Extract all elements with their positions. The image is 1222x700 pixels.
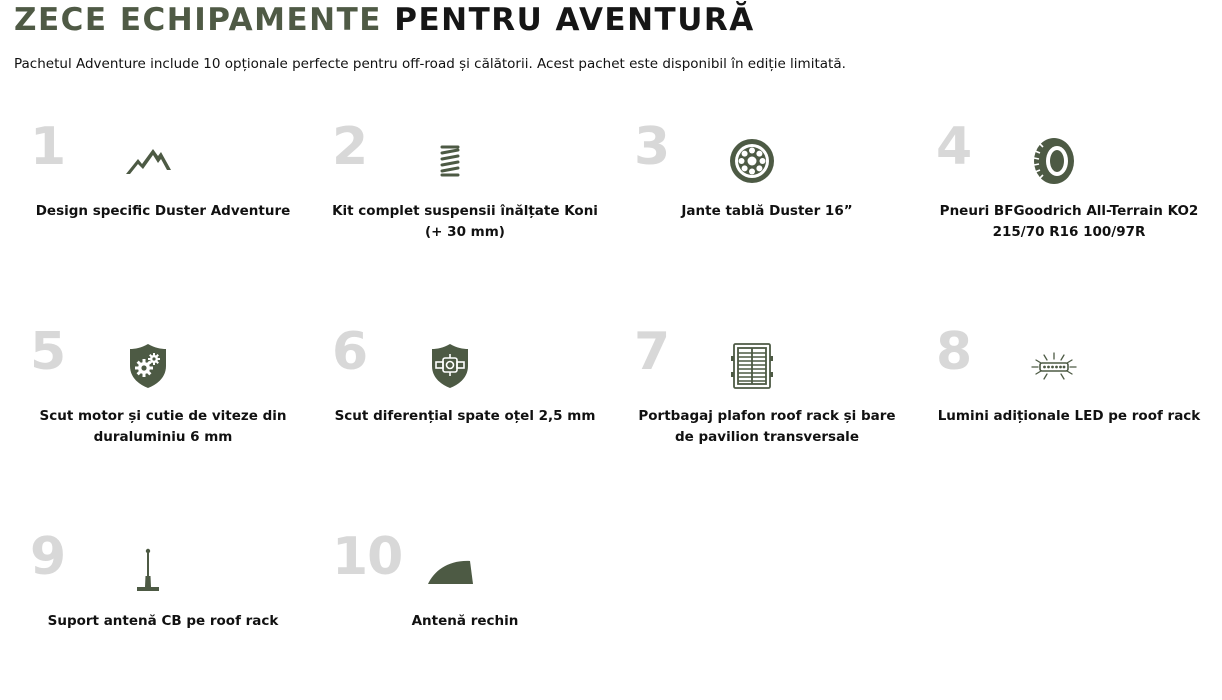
feature-number: 1 — [30, 117, 66, 177]
feature-number: 10 — [332, 527, 403, 587]
feature-item-1 — [14, 117, 316, 317]
feature-item-8 — [920, 322, 1222, 522]
page-title-rest: PENTRU AVENTURĂ — [394, 2, 755, 38]
engine-shield-icon — [124, 342, 172, 390]
feature-number: 5 — [30, 322, 66, 382]
feature-item-3 — [618, 117, 920, 317]
feature-label: Design specific Duster Adventure — [35, 203, 291, 219]
feature-number: 9 — [30, 527, 66, 587]
feature-label: Suport antenă CB pe roof rack — [47, 613, 279, 629]
feature-number: 7 — [634, 322, 670, 382]
intro-text: Pachetul Adventure include 10 opționale perfecte pentru off-road și călătorii. Acest pachet este disponibil în ediție limitată. — [14, 56, 846, 72]
feature-item-10 — [316, 527, 618, 700]
mountain-icon — [124, 137, 172, 185]
feature-number: 3 — [634, 117, 670, 177]
feature-item-9 — [14, 527, 316, 700]
feature-item-5 — [14, 322, 316, 522]
feature-label: Portbagaj plafon roof rack și bare de pavilion transversale — [638, 408, 896, 445]
feature-number: 8 — [936, 322, 972, 382]
feature-label: Scut diferențial spate oțel 2,5 mm — [334, 408, 596, 424]
feature-item-2 — [316, 117, 618, 317]
feature-label: Kit complet suspensii înălțate Koni (+ 30 mm) — [332, 203, 598, 240]
feature-label: Antenă rechin — [411, 613, 519, 629]
feature-label: Jante tablă Duster 16” — [681, 203, 853, 219]
steel-wheel-icon — [728, 137, 776, 185]
shark-fin-antenna-icon — [426, 547, 474, 595]
differential-shield-icon — [426, 342, 474, 390]
feature-label: Lumini adiționale LED pe roof rack — [937, 408, 1201, 424]
page-title-accent: ZECE ECHIPAMENTE — [14, 2, 382, 38]
cb-antenna-icon — [124, 547, 172, 595]
feature-item-6 — [316, 322, 618, 522]
feature-item-4 — [920, 117, 1222, 317]
feature-number: 6 — [332, 322, 368, 382]
feature-label: Pneuri BFGoodrich All-Terrain KO2 215/70 R16 100/97R — [939, 203, 1199, 240]
feature-number: 2 — [332, 117, 368, 177]
tire-icon — [1030, 137, 1078, 185]
suspension-spring-icon — [426, 137, 474, 185]
feature-number: 4 — [936, 117, 972, 177]
led-light-bar-icon — [1030, 342, 1078, 390]
roof-rack-icon — [728, 342, 776, 390]
page-title — [14, 2, 755, 38]
feature-label: Scut motor și cutie de viteze din duraluminiu 6 mm — [39, 408, 287, 445]
feature-item-7 — [618, 322, 920, 522]
